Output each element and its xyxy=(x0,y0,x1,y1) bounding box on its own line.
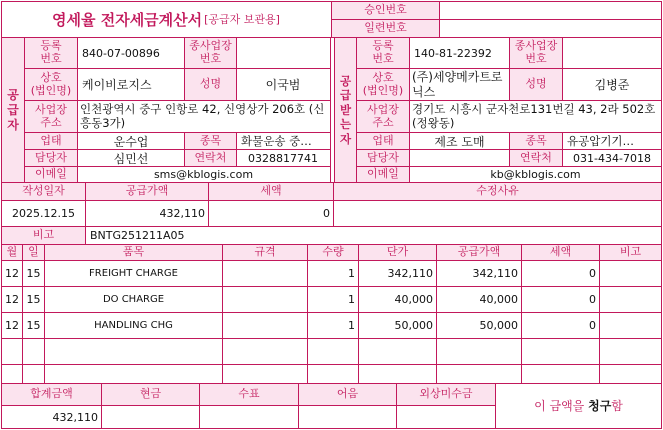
item-note xyxy=(600,261,661,286)
supplier-contact-label: 담당자 xyxy=(25,150,77,166)
item-qty: 1 xyxy=(348,293,355,306)
item-name xyxy=(45,339,222,364)
supplier-reg-label: 등록 번호 xyxy=(25,38,77,68)
item-spec xyxy=(223,261,307,286)
supplier-name-label: 상호 (법인명) xyxy=(25,69,77,100)
claim-statement: 이 금액을 청구 함 xyxy=(534,398,623,413)
cash-label: 현금 xyxy=(102,384,199,405)
supplier-address: 인천광역시 중구 인항로 42, 신영상가 206호 (신흥동3가) xyxy=(80,101,325,130)
supplier-rep: 이국범 xyxy=(265,78,301,92)
invoice-title: 영세율 전자세금계산서 [공급자 보관용] xyxy=(52,10,280,29)
bill-label: 어음 xyxy=(299,384,396,405)
buyer-contact-label: 담당자 xyxy=(357,150,409,166)
item-spec xyxy=(223,339,307,364)
serial-value xyxy=(440,20,661,37)
check-label: 수표 xyxy=(200,384,298,405)
supplier-name: 케이비로지스 xyxy=(82,78,152,92)
item-spec xyxy=(223,287,307,312)
buyer-phone-label: 연락처 xyxy=(510,150,562,166)
items-header-name: 품목 xyxy=(45,245,222,260)
supplier-reg-no: 840-07-00896 xyxy=(82,46,160,60)
items-header-price: 단가 xyxy=(359,245,436,260)
approval-label: 승인번호 xyxy=(332,2,439,19)
date-label: 작성일자 xyxy=(2,183,85,200)
bill-amount xyxy=(299,406,396,428)
item-day: 15 xyxy=(26,267,41,280)
item-price: 40,000 xyxy=(394,293,433,306)
item-tax: 0 xyxy=(589,319,596,332)
cash-amount xyxy=(102,406,199,428)
supplier-side-label: 공 급 자 xyxy=(2,38,24,182)
buyer-item-label: 종목 xyxy=(510,133,562,149)
item-supply: 40,000 xyxy=(479,293,518,306)
buyer-name: (주)세양메카트로닉스 xyxy=(412,70,503,99)
item-qty xyxy=(308,339,358,364)
item-supply: 342,110 xyxy=(472,267,518,280)
items-header-note: 비고 xyxy=(600,245,661,260)
item-day: 15 xyxy=(26,319,41,332)
tax-label: 세액 xyxy=(209,183,333,200)
item-qty: 1 xyxy=(348,267,355,280)
items-header-supply: 공급가액 xyxy=(437,245,521,260)
supplier-biz: 운수업 xyxy=(113,134,149,149)
buyer-biz: 제조 도매 xyxy=(434,134,485,149)
item-note xyxy=(600,339,661,364)
supplier-addr-label: 사업장 주소 xyxy=(25,101,77,132)
item-month xyxy=(2,339,22,364)
supplier-phone: 0328817741 xyxy=(248,151,318,165)
buyer-phone: 031-434-7018 xyxy=(573,151,651,165)
items-header-day: 일 xyxy=(23,245,44,260)
item-month: 12 xyxy=(5,319,19,332)
buyer-reg-no: 140-81-22392 xyxy=(414,46,492,60)
buyer-name-label: 상호 (법인명) xyxy=(357,69,409,100)
supplier-email: sms@kblogis.com xyxy=(153,168,254,181)
serial-label: 일련번호 xyxy=(332,20,439,37)
items-header-qty: 수량 xyxy=(308,245,358,260)
supplier-biz-label: 업태 xyxy=(25,133,77,149)
buyer-rep: 김병준 xyxy=(594,78,630,92)
supplier-rep-label: 성명 xyxy=(185,69,236,100)
check-amount xyxy=(200,406,298,428)
supplier-sub-no xyxy=(237,38,329,68)
note-value: BNTG251211A05 xyxy=(90,229,185,242)
buyer-email-label: 이메일 xyxy=(357,167,409,182)
items-header-month: 월 xyxy=(2,245,22,260)
reason-value xyxy=(334,201,661,226)
item-note xyxy=(600,313,661,338)
reason-label: 수정사유 xyxy=(334,183,661,200)
item-price: 342,110 xyxy=(387,267,433,280)
note-label: 비고 xyxy=(2,227,85,244)
item-tax xyxy=(522,339,599,364)
supplier-sub-label: 종사업장 번호 xyxy=(185,38,236,68)
buyer-biz-label: 업태 xyxy=(357,133,409,149)
buyer-sub-no xyxy=(563,38,661,68)
buyer-address: 경기도 시흥시 군자천로131번길 43, 2라 502호 (정왕동) xyxy=(412,101,656,130)
supplier-item: 화물운송 중… xyxy=(241,134,312,148)
item-price: 50,000 xyxy=(394,319,433,332)
issue-date: 2025.12.15 xyxy=(12,207,75,220)
buyer-addr-label: 사업장 주소 xyxy=(357,101,409,132)
item-tax: 0 xyxy=(589,267,596,280)
credit-amount xyxy=(397,406,495,428)
supplier-phone-label: 연락처 xyxy=(185,150,236,166)
item-month: 12 xyxy=(5,293,19,306)
item-tax: 0 xyxy=(589,293,596,306)
total-label: 합계금액 xyxy=(2,384,101,405)
item-day: 15 xyxy=(26,293,41,306)
buyer-email: kb@kblogis.com xyxy=(490,168,581,181)
item-price xyxy=(359,339,436,364)
supply-label: 공급가액 xyxy=(86,183,208,200)
items-header-spec: 규격 xyxy=(223,245,307,260)
item-supply: 50,000 xyxy=(479,319,518,332)
item-day xyxy=(23,339,44,364)
item-name: FREIGHT CHARGE xyxy=(89,268,178,279)
buyer-contact xyxy=(410,150,509,166)
supplier-contact: 심민선 xyxy=(113,151,149,166)
supplier-email-label: 이메일 xyxy=(25,167,77,182)
buyer-sub-label: 종사업장 번호 xyxy=(510,38,562,68)
item-spec xyxy=(223,313,307,338)
approval-value xyxy=(440,2,661,19)
credit-label: 외상미수금 xyxy=(397,384,495,405)
buyer-reg-label: 등록 번호 xyxy=(357,38,409,68)
item-note xyxy=(600,287,661,312)
tax-total: 0 xyxy=(323,207,330,220)
total-amount: 432,110 xyxy=(52,410,98,424)
buyer-side-label: 공 급 받 는 자 xyxy=(335,38,356,182)
items-header-tax: 세액 xyxy=(522,245,599,260)
buyer-rep-label: 성명 xyxy=(510,69,562,100)
buyer-item: 유공압기기… xyxy=(567,134,635,148)
item-supply xyxy=(437,339,521,364)
supply-total: 432,110 xyxy=(159,207,205,220)
item-month: 12 xyxy=(5,267,19,280)
supplier-item-label: 종목 xyxy=(185,133,236,149)
item-qty: 1 xyxy=(348,319,355,332)
item-name: DO CHARGE xyxy=(102,294,165,305)
item-name: HANDLING CHG xyxy=(94,320,173,331)
